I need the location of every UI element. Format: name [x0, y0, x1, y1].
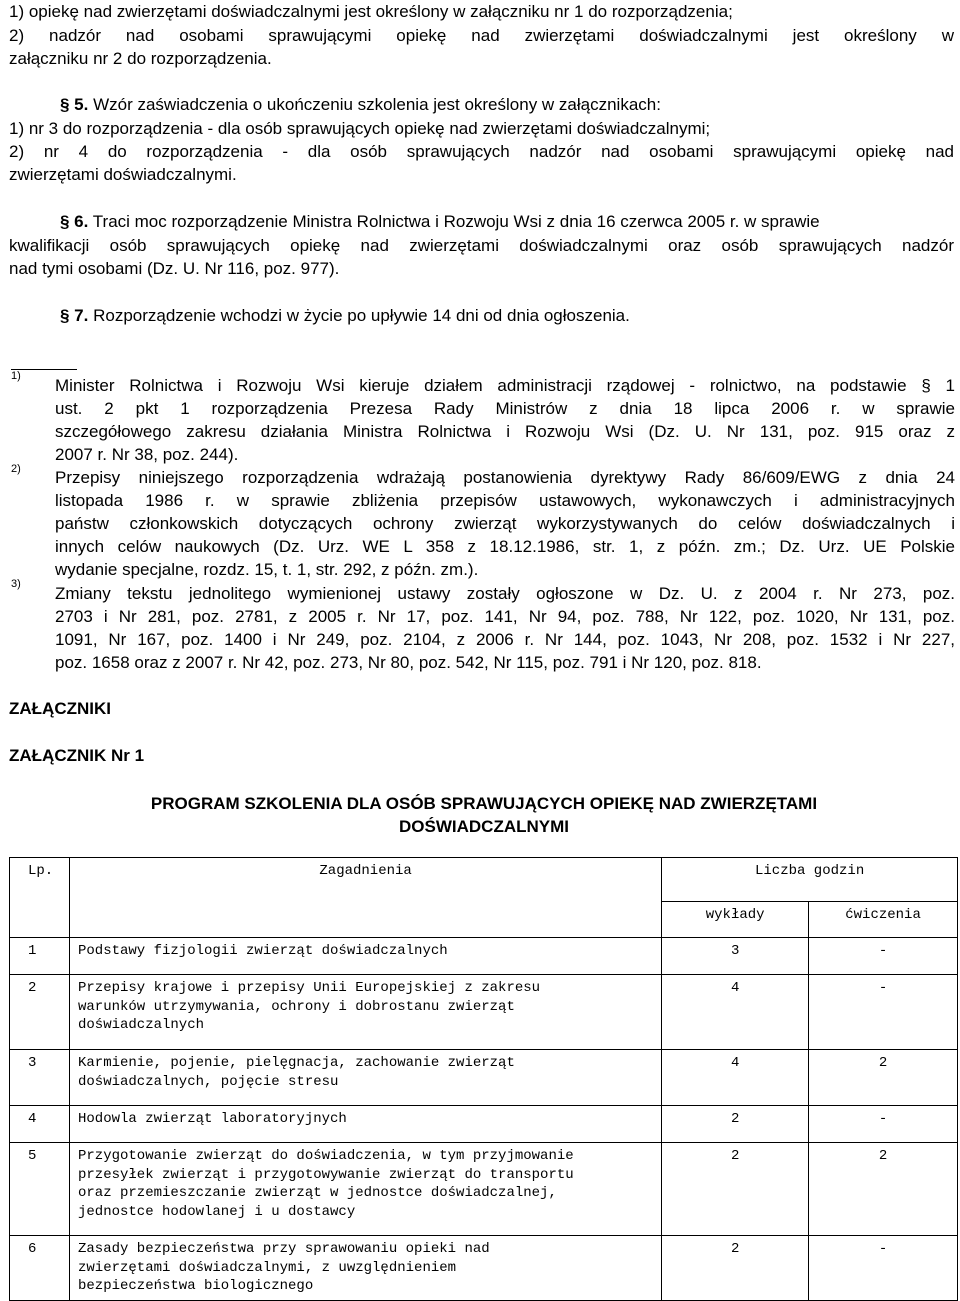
header-topic: Zagadnienia — [69, 858, 661, 938]
cell-topic — [69, 1143, 661, 1236]
header-hours: Liczba godzin — [662, 858, 958, 902]
table-row — [10, 1143, 958, 1236]
cell-topic-line: Karmienie, pojenie, pielęgnacja, zachowanie zwierząt — [77, 1055, 515, 1071]
section-5 — [60, 93, 955, 116]
cell-topic-line: oraz przemieszczanie zwierząt w jednostce doświadczalnej, — [77, 1185, 557, 1201]
table-row — [10, 975, 958, 1050]
cell-topic-line: doświadczalnych — [77, 1017, 205, 1033]
cell-lp: 6 — [10, 1236, 70, 1301]
header-exercises: ćwiczenia — [809, 902, 958, 938]
cell-topic-line: Zasady bezpieczeństwa przy sprawowaniu opieki nad — [77, 1241, 490, 1257]
cell-lectures: 3 — [662, 938, 809, 975]
cell-lectures: 4 — [662, 1050, 809, 1106]
section-number: § 5. — [60, 95, 89, 114]
list-item: 1) nr 3 do rozporządzenia - dla osób sprawujących opiekę nad zwierzętami doświadczalnymi; — [9, 119, 711, 138]
annex-heading: ZAŁĄCZNIKI — [9, 699, 111, 718]
cell-topic — [69, 938, 661, 975]
footnote-text: 2007 r. Nr 38, poz. 244). — [55, 445, 239, 464]
cell-topic-line: doświadczalnych, pojęcie stresu — [77, 1073, 339, 1090]
footnote-text: ust. 2 pkt 1 rozporządzenia Prezesa Rady Ministrów z dnia 18 lipca 2006 r. w sprawie — [55, 399, 955, 418]
footnote-text: wydanie specjalne, rozdz. 15, t. 1, str. 292, z późn. zm.). — [55, 560, 479, 579]
cell-exercises: - — [809, 1106, 958, 1143]
footnote-text: szczegółowego zakresu działania Ministra Rolnictwa i Rozwoju Wsi (Dz. U. Nr 131, poz. 915 oraz z — [55, 422, 955, 441]
cell-topic — [69, 1236, 661, 1301]
cell-topic-line: Hodowla zwierząt laboratoryjnych — [77, 1111, 347, 1127]
annex-1-heading: ZAŁĄCZNIK Nr 1 — [9, 746, 145, 765]
cell-exercises: 2 — [809, 1050, 958, 1106]
cell-topic-line: warunków utrzymywania, ochrony i dobrostanu zwierząt — [77, 998, 515, 1015]
footnote-mark: 2) — [11, 463, 21, 475]
table-row — [10, 1050, 958, 1106]
cell-lp: 3 — [10, 1050, 70, 1106]
footnote-mark: 3) — [11, 578, 21, 590]
section-number: § 6. — [60, 212, 89, 231]
footnote-text: 1091, Nr 167, poz. 1400 i Nr 249, poz. 2104, z 2006 r. Nr 144, poz. 1043, Nr 208, poz. 1532 i Nr 227, — [55, 630, 955, 649]
header-lectures: wykłady — [662, 902, 809, 938]
section-number: § 7. — [60, 306, 89, 325]
footnote-text: 2703 i Nr 281, poz. 2781, z 2005 r. Nr 17, poz. 141, Nr 94, poz. 788, Nr 122, poz. 1020, Nr 131, poz. — [55, 607, 955, 626]
cell-topic-line: przesyłek zwierząt i przygotowywanie zwierząt do transportu — [77, 1166, 574, 1183]
table-row — [10, 1236, 958, 1301]
cell-topic-line: Przepisy krajowe i przepisy Unii Europejskiej z zakresu — [77, 980, 541, 996]
footnote-text: Przepisy niniejszego rozporządzenia wdrażają postanowienia dyrektywy Rady 86/609/EWG z dnia 24 — [55, 468, 955, 487]
cell-topic-line: bezpieczeństwa biologicznego — [77, 1278, 314, 1294]
program-title: PROGRAM SZKOLENIA DLA OSÓB SPRAWUJĄCYCH OPIEKĘ NAD ZWIERZĘTAMI — [150, 794, 818, 813]
cell-topic — [69, 1106, 661, 1143]
footnote-text: listopada 1986 r. w sprawie zbliżenia przepisów ustawowych, wykonawczych i administracyjnych — [55, 491, 955, 510]
footnote-mark: 1) — [11, 370, 21, 382]
section-text: Traci moc rozporządzenie Ministra Rolnictwa i Rozwoju Wsi z dnia 16 czerwca 2005 r. w sprawie — [92, 212, 820, 231]
cell-lectures: 2 — [662, 1143, 809, 1236]
cell-lectures: 2 — [662, 1236, 809, 1301]
section-text: Wzór zaświadczenia o ukończeniu szkolenia jest określony w załącznikach: — [93, 95, 661, 114]
footnote-text: poz. 1658 oraz z 2007 r. Nr 42, poz. 273, Nr 80, poz. 542, Nr 115, poz. 791 i Nr 120, poz. 818. — [55, 653, 762, 672]
list-item-continuation: zwierzętami doświadczalnymi. — [9, 165, 237, 184]
program-title: DOŚWIADCZALNYMI — [399, 817, 569, 836]
cell-lectures: 4 — [662, 975, 809, 1050]
cell-lp: 4 — [10, 1106, 70, 1143]
list-item: 2) nr 4 do rozporządzenia - dla osób sprawujących nadzór nad osobami sprawującymi opiekę nad — [9, 142, 954, 161]
section-7 — [60, 304, 955, 327]
cell-topic — [69, 1050, 661, 1106]
cell-topic-line: zwierzętami doświadczalnymi, z uwzględnieniem — [77, 1259, 457, 1276]
cell-topic-line: Przygotowanie zwierząt do doświadczenia, w tym przyjmowanie — [77, 1148, 574, 1164]
list-item: 1) opiekę nad zwierzętami doświadczalnymi jest określony w załączniku nr 1 do rozporządzenia; — [9, 2, 733, 21]
section-text: nad tymi osobami (Dz. U. Nr 116, poz. 977). — [9, 259, 340, 278]
cell-topic — [69, 975, 661, 1050]
cell-topic-line: Podstawy fizjologii zwierząt doświadczalnych — [77, 943, 448, 959]
section-6 — [60, 210, 955, 233]
footnote-separator — [11, 369, 77, 370]
cell-exercises: - — [809, 938, 958, 975]
section-text: Rozporządzenie wchodzi w życie po upływie 14 dni od dnia ogłoszenia. — [93, 306, 630, 325]
footnote-text: Zmiany tekstu jednolitego wymienionej ustawy zostały ogłoszone w Dz. U. z 2004 r. Nr 273, poz. — [55, 584, 955, 603]
cell-lectures: 2 — [662, 1106, 809, 1143]
footnote-text: Minister Rolnictwa i Rozwoju Wsi kieruje działem administracji rządowej - rolnictwo, na podstawie § 1 — [55, 376, 955, 395]
program-table — [9, 857, 958, 1301]
table-row — [10, 938, 958, 975]
footnote-text: państw członkowskich dotyczących ochrony zwierząt wykorzystywanych do celów doświadczalnych i — [55, 514, 955, 533]
cell-exercises: - — [809, 975, 958, 1050]
cell-topic-line: jednostce hodowlanej i u dostawcy — [77, 1203, 356, 1220]
table-row — [10, 1106, 958, 1143]
cell-lp: 2 — [10, 975, 70, 1050]
cell-exercises: - — [809, 1236, 958, 1301]
cell-exercises: 2 — [809, 1143, 958, 1236]
list-item: 2) nadzór nad osobami sprawującymi opiekę nad zwierzętami doświadczalnymi jest określony w — [9, 26, 954, 45]
section-text: kwalifikacji osób sprawujących opiekę nad zwierzętami doświadczalnymi oraz osób sprawujących nadzór — [9, 236, 954, 255]
list-item-continuation: załączniku nr 2 do rozporządzenia. — [9, 49, 272, 68]
footnote-text: innych celów naukowych (Dz. Urz. WE L 358 z 18.12.1986, str. 1, z późn. zm.; Dz. Urz. UE Polskie — [55, 537, 955, 556]
cell-lp: 1 — [10, 938, 70, 975]
cell-lp: 5 — [10, 1143, 70, 1236]
header-lp: Lp. — [10, 858, 70, 938]
